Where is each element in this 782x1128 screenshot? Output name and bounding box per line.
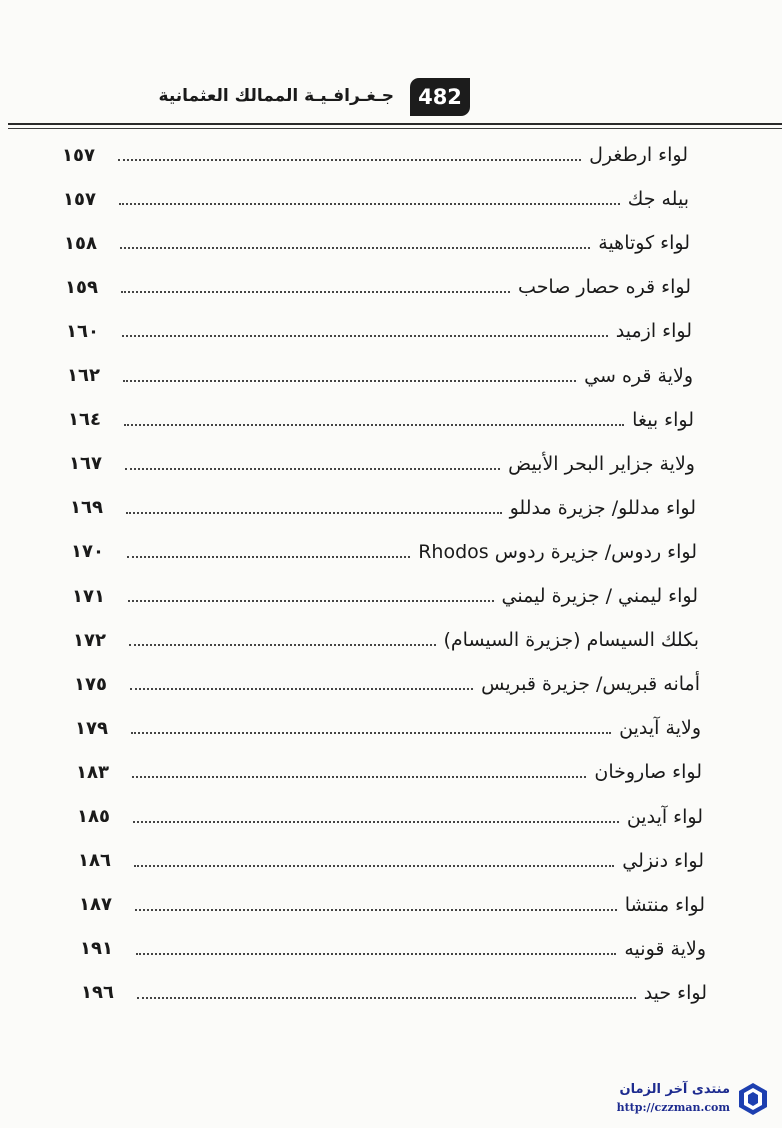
shield-logo-icon [736,1082,770,1116]
toc-page-number: ١٩١ [80,938,113,960]
header-rule [8,123,782,125]
toc-page-number: ١٦٠ [66,320,99,342]
toc-entry-title: لواء ازميد [615,320,692,343]
dot-leader [129,644,436,646]
toc-page-number: ١٧٠ [71,541,104,563]
toc-row [67,354,693,398]
toc-row [69,442,695,486]
dot-leader [121,291,510,293]
toc-page-number: ١٨٧ [79,894,112,916]
toc-entry-title: ولاية جزاير البحر الأبيض [508,452,695,475]
toc-entry-title: بكلك السيسام (جزيرة السيسام) [443,629,699,652]
toc-row [64,221,690,265]
dot-leader [126,512,502,514]
toc-page-number: ١٧٥ [74,673,107,695]
toc-entry-title: لواء حيد [643,981,707,1004]
toc-entry-title: لواء ردوس/ جزيرة ردوس Rhodos [418,540,697,563]
dot-leader [135,909,617,911]
toc-entry-title: لواء مدللو/ جزيرة مدللو [509,496,696,519]
toc-row [76,750,702,794]
toc-row [72,574,698,618]
toc-row [65,265,691,309]
dot-leader [133,821,619,823]
page-number-badge: 482 [410,78,470,116]
watermark-name: منتدى آخر الزمان [619,1082,730,1097]
forum-watermark [600,1080,770,1120]
toc-row [78,839,704,883]
dot-leader [124,424,624,426]
toc-page-number: ١٥٨ [64,232,97,254]
dot-leader [127,556,410,558]
dot-leader [134,865,614,867]
toc-entry-title: لواء آيدين [626,805,703,828]
watermark-url: http://czzman.com [616,1101,730,1114]
dot-leader [136,953,616,955]
toc-entry-title: ولاية قره سي [584,364,693,387]
toc-page-number: ١٥٧ [63,188,96,210]
toc-page-number: ١٩٦ [81,982,114,1004]
toc-row [74,662,700,706]
dot-leader [119,203,620,205]
toc-entry-title: لواء دنزلي [622,849,704,872]
toc-page-number: ١٧٩ [75,717,108,739]
toc-entry-title: لواء كوتاهية [598,232,690,255]
toc-row [70,486,696,530]
toc-entry-title: لواء منتشا [624,893,705,916]
toc-entry-title: أمانه قبريس/ جزيرة قبريس [481,673,700,696]
dot-leader [118,159,581,161]
toc-entry-title: لواء صاروخان [594,761,702,784]
toc-row [79,883,705,927]
toc-row [80,927,706,971]
toc-row [63,177,689,221]
dot-leader [122,335,608,337]
dot-leader [137,997,636,999]
toc-page-number: ١٦٩ [70,497,103,519]
toc-page-number: ١٨٥ [77,806,110,827]
toc-row [66,309,692,353]
book-title: جـغـرافـيـة الممالك العثمانية [158,86,394,106]
dot-leader [125,468,500,470]
dot-leader [128,600,494,602]
toc-page-number: ١٥٩ [65,276,98,298]
toc-entry-title: لواء ارطغرل [589,144,688,166]
dot-leader [130,688,473,690]
toc-page-number: ١٧١ [72,585,105,607]
header-rule-thin [8,128,782,129]
toc-row [77,795,703,839]
toc-row [71,530,697,574]
toc-page-number: ١٦٢ [67,365,100,386]
toc-page-number: ١٨٦ [78,850,111,872]
toc-page-number: ١٨٣ [76,761,109,783]
dot-leader [123,380,576,382]
dot-leader [132,776,586,778]
toc-row [62,133,688,177]
running-header [0,74,782,124]
toc-row [68,398,694,442]
dot-leader [131,732,611,734]
toc-entry-title: لواء ليمني / جزيرة ليمني [501,585,698,607]
dot-leader [120,247,590,249]
toc-entry-title: ولاية قونيه [624,937,706,960]
toc-row [73,618,699,662]
toc-page-number: ١٦٧ [69,453,102,475]
toc-page-number: ١٦٤ [68,409,101,431]
toc-page-number: ١٥٧ [62,144,95,166]
toc-entry-title: لواء قره حصار صاحب [518,276,691,299]
toc-page-number: ١٧٢ [73,629,106,651]
toc-entry-title: لواء بيغا [632,408,694,431]
toc-entry-title: ولاية آيدين [619,717,701,740]
toc-row [81,971,707,1015]
toc-entry-title: بيله جك [627,188,689,211]
toc-row [75,706,701,750]
